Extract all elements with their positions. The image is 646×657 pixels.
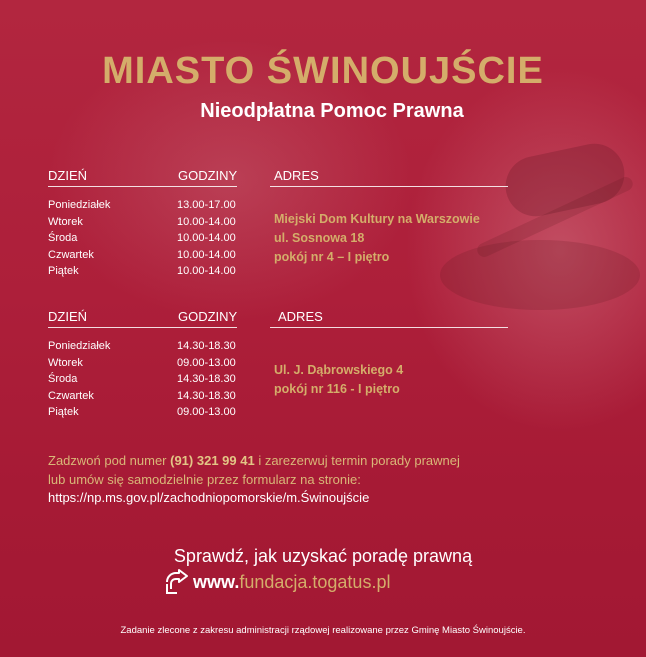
table1-address-line3: pokój nr 4 – I piętro xyxy=(274,250,390,264)
table2-address-line2: pokój nr 116 - I piętro xyxy=(274,382,400,396)
table2-hours-1: 14.30-18.30 xyxy=(177,340,236,352)
table2-day-2: Wtorek xyxy=(48,356,83,369)
table2-hours-4: 14.30-18.30 xyxy=(177,389,236,402)
table1-header-day: DZIEŃ xyxy=(48,168,87,183)
share-arrow-icon xyxy=(163,569,189,595)
table1-address-line1: Miejski Dom Kultury na Warszowie xyxy=(274,212,480,226)
table2-rule-left xyxy=(48,327,237,328)
table2-hours xyxy=(177,338,236,421)
table1-day-3: Środa xyxy=(48,232,78,244)
table2-header-hours: GODZINY xyxy=(178,309,238,324)
website-domain: fundacja.togatus.pl xyxy=(239,571,391,592)
table1-days xyxy=(48,197,110,280)
form-url-link[interactable]: https://np.ms.gov.pl/zachodniopomorskie/m.Świnoujście xyxy=(48,490,370,505)
website-link[interactable] xyxy=(163,567,390,597)
website-www: www. xyxy=(193,571,240,592)
table2-day-5: Piątek xyxy=(48,406,79,418)
table1-rule-left xyxy=(48,186,237,187)
table1-rule-right xyxy=(270,186,508,187)
table2-day-4: Czwartek xyxy=(48,389,94,402)
table2-days xyxy=(48,338,110,421)
contact-line2: lub umów się samodzielnie przez formularz na stronie: xyxy=(48,471,361,487)
table2-address-line1: Ul. J. Dąbrowskiego 4 xyxy=(274,363,404,377)
table1-hours-4: 10.00-14.00 xyxy=(177,248,236,261)
table1-day-4: Czwartek xyxy=(48,248,94,261)
phone-number[interactable]: (91) 321 99 41 xyxy=(170,453,255,468)
table1-address xyxy=(274,210,480,267)
table2-day-3: Środa xyxy=(48,373,78,385)
table2-hours-3: 14.30-18.30 xyxy=(177,373,236,385)
page-title: MIASTO ŚWINOUJŚCIE xyxy=(102,50,544,92)
table1-header-address: ADRES xyxy=(274,168,319,183)
table2-hours-5: 09.00-13.00 xyxy=(177,406,236,418)
table1-header-hours: GODZINY xyxy=(178,168,238,183)
check-text: Sprawdź, jak uzyskać poradę prawną xyxy=(173,546,473,566)
table1-hours xyxy=(177,197,236,280)
table1-day-2: Wtorek xyxy=(48,215,83,228)
table1-hours-3: 10.00-14.00 xyxy=(177,232,236,244)
contact-suffix: i zarezerwuj termin porady prawnej xyxy=(254,453,460,468)
table1-hours-1: 13.00-17.00 xyxy=(177,199,236,211)
contact-info xyxy=(48,452,460,508)
table1-hours-2: 10.00-14.00 xyxy=(177,215,236,228)
table2-address xyxy=(274,361,403,399)
table2-hours-2: 09.00-13.00 xyxy=(177,356,236,369)
table1-address-line2: ul. Sosnowa 18 xyxy=(274,231,365,245)
table1-hours-5: 10.00-14.00 xyxy=(177,265,236,277)
table1-day-1: Poniedziałek xyxy=(48,199,111,211)
page-subtitle: Nieodpłatna Pomoc Prawna xyxy=(200,100,464,122)
table2-day-1: Poniedziałek xyxy=(48,340,111,352)
contact-prefix: Zadzwoń pod numer xyxy=(48,453,171,468)
table2-header-day: DZIEŃ xyxy=(48,309,87,324)
contact-line1 xyxy=(48,452,460,471)
table1-day-5: Piątek xyxy=(48,265,79,277)
footer-text: Zadanie zlecone z zakresu administracji rządowej realizowane przez Gminę Miasto Świnoujście. xyxy=(120,625,526,636)
table2-header-address: ADRES xyxy=(278,309,323,324)
table2-rule-right xyxy=(270,327,508,328)
